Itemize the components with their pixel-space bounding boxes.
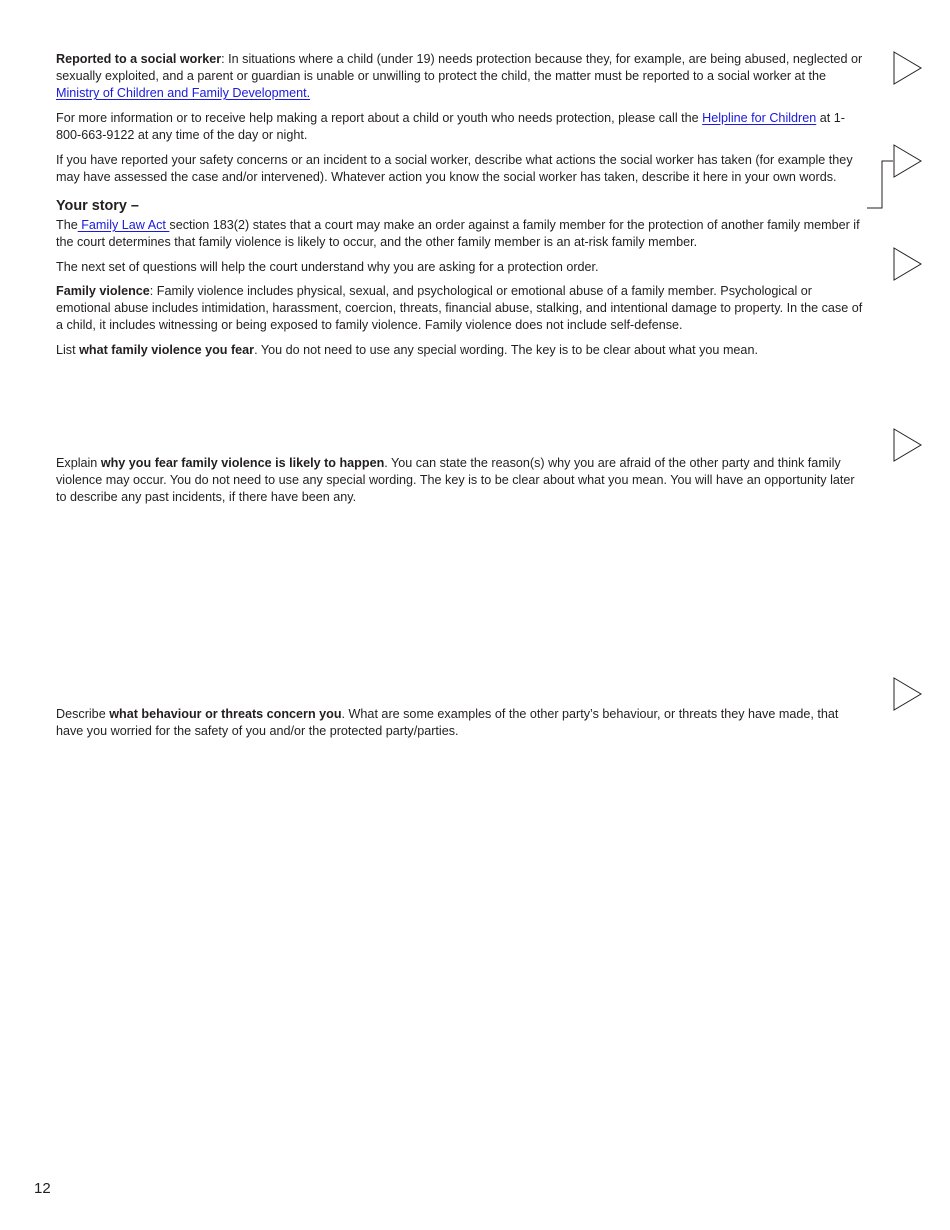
social-worker-label: Reported to a social worker <box>56 52 222 66</box>
helpline-paragraph <box>56 110 866 144</box>
list-fear-bold: what family violence you fear <box>79 343 255 357</box>
ministry-link[interactable]: Ministry of Children and Family Development. <box>56 86 311 100</box>
family-law-act-paragraph <box>56 217 866 251</box>
triangle-marker-icon <box>893 51 923 85</box>
helpline-text-after: at 1-800-663-9122 at any time of the day or night. <box>56 111 845 142</box>
triangle-marker-icon <box>893 247 923 281</box>
helpline-link[interactable]: Helpline for Children <box>702 111 817 125</box>
your-story-heading: Your story – <box>56 198 139 214</box>
social-worker-actions-paragraph <box>56 152 866 186</box>
helpline-text-before: For more information or to receive help making a report about a child or youth who needs protection, please call the <box>56 111 703 125</box>
fla-text-after: section 183(2) states that a court may make an order against a family member for the protection of another family member if the court determines that family violence is likely to occur, and the other family member is an at-risk family member. <box>56 218 860 249</box>
family-law-act-link[interactable]: Family Law Act <box>77 218 170 232</box>
describe-behaviour-before: Describe <box>56 707 110 721</box>
bracket-connector <box>866 160 896 215</box>
list-fear-before: List <box>56 343 80 357</box>
next-set-paragraph <box>56 259 866 276</box>
describe-behaviour-question <box>56 706 866 740</box>
family-violence-paragraph <box>56 283 866 334</box>
triangle-marker-icon <box>893 677 923 711</box>
list-fear-question <box>56 342 866 359</box>
social-worker-paragraph <box>56 51 866 102</box>
explain-why-after: . You can state the reason(s) why you are afraid of the other party and think family violence may occur. You do not need to use any special wording. The key is to be clear about what you mean. You will have an opportunity later to describe any past incidents, if there have been any. <box>56 456 855 504</box>
family-violence-text: : Family violence includes physical, sexual, and psychological or emotional abuse of a family member. Psychological or emotional abuse includes intimidation, harassment, coercion, threats, financial abuse, stalking, and intentional damage to property. In the case of a child, it includes witnessing or being exposed to family violence. Family violence does not include self-defense. <box>56 284 863 332</box>
social-worker-text: : In situations where a child (under 19) needs protection because they, for example, are being abused, neglected or sexually exploited, and a parent or guardian is unable or unwilling to protect the child, the matter must be reported to a social worker at the <box>56 52 863 83</box>
family-violence-label: Family violence <box>56 284 150 298</box>
explain-why-before: Explain <box>56 456 101 470</box>
list-fear-after: . You do not need to use any special wording. The key is to be clear about what you mean. <box>254 343 758 357</box>
triangle-marker-icon <box>893 144 923 178</box>
explain-why-question <box>56 455 866 506</box>
fla-text-before: The <box>56 218 78 232</box>
describe-behaviour-after: . What are some examples of the other party’s behaviour, or threats they have made, that have you worried for the safety of you and/or the protected party/parties. <box>56 707 839 738</box>
social-worker-actions-text: If you have reported your safety concerns or an incident to a social worker, describe what actions the social worker has taken (for example they may have assessed the case and/or intervened). Whatever action you know the social worker has taken, describe it here in your own words. <box>56 153 853 184</box>
page-number: 12 <box>34 1180 51 1197</box>
triangle-marker-icon <box>893 428 923 462</box>
describe-behaviour-bold: what behaviour or threats concern you <box>109 707 342 721</box>
next-set-text: The next set of questions will help the court understand why you are asking for a protection order. <box>56 260 599 274</box>
explain-why-bold: why you fear family violence is likely to happen <box>100 456 385 470</box>
